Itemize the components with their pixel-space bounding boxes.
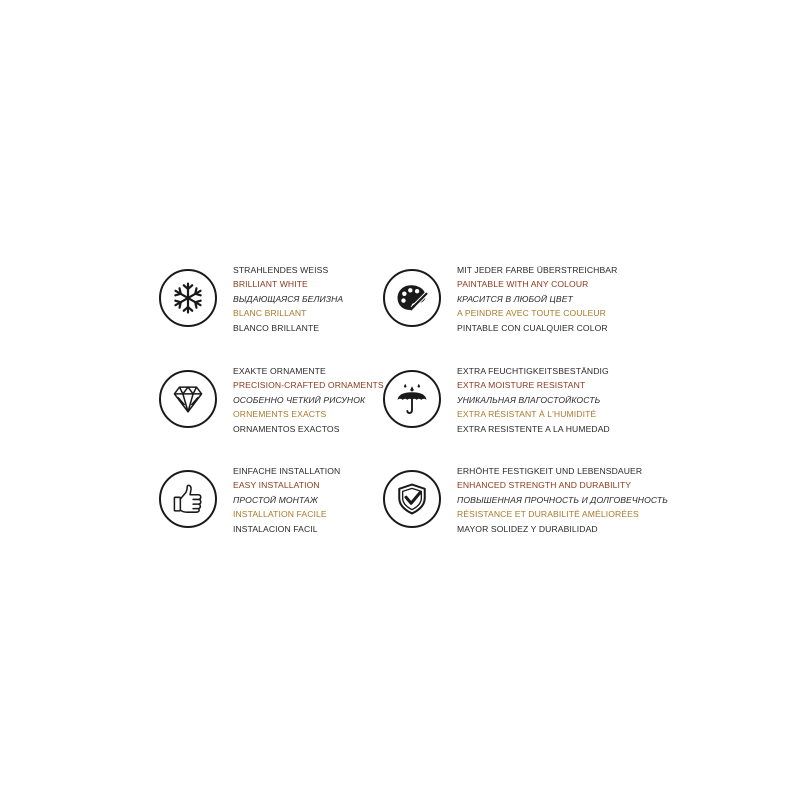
- label-german: MIT JEDER FARBE ÜBERSTREICHBAR: [457, 265, 618, 275]
- label-english: PRECISION-CRAFTED ORNAMENTS: [233, 380, 384, 391]
- label-german: ERHÖHTE FESTIGKEIT UND LEBENSDAUER: [457, 466, 643, 476]
- label-french: BLANC BRILLANT: [233, 308, 307, 319]
- feature-text-group: [457, 364, 697, 436]
- label-german: EXTRA FEUCHTIGKEITSBESTÄNDIG: [457, 366, 609, 376]
- label-spanish: PINTABLE CON CUALQUIER COLOR: [457, 322, 608, 333]
- paint-palette-icon: [383, 269, 441, 327]
- label-german: EXAKTE ORNAMENTE: [233, 366, 326, 376]
- feature-paintable: [383, 263, 683, 343]
- label-english: ENHANCED STRENGTH AND DURABILITY: [457, 480, 632, 491]
- label-french: EXTRA RÉSISTANT À L'HUMIDITÉ: [457, 409, 597, 420]
- label-russian: ВЫДАЮЩАЯСЯ БЕЛИЗНА: [233, 293, 344, 304]
- feature-text-group: [457, 464, 697, 536]
- label-spanish: MAYOR SOLIDEZ Y DURABILIDAD: [457, 523, 598, 534]
- label-english: EXTRA MOISTURE RESISTANT: [457, 380, 586, 391]
- feature-moisture-resistant: [383, 364, 683, 444]
- label-english: BRILLIANT WHITE: [233, 279, 308, 290]
- label-spanish: BLANCO BRILLANTE: [233, 322, 320, 333]
- label-russian: ПОВЫШЕННАЯ ПРОЧНОСТЬ И ДОЛГОВЕЧНОСТЬ: [457, 494, 668, 505]
- feature-text-group: [457, 263, 697, 335]
- label-french: ORNEMENTS EXACTS: [233, 409, 327, 420]
- diamond-icon: [159, 370, 217, 428]
- label-french: A PEINDRE AVEC TOUTE COULEUR: [457, 308, 606, 319]
- shield-check-icon: [383, 470, 441, 528]
- label-spanish: INSTALACION FACIL: [233, 523, 318, 534]
- label-german: EINFACHE INSTALLATION: [233, 466, 341, 476]
- label-spanish: EXTRA RESISTENTE A LA HUMEDAD: [457, 423, 610, 434]
- label-russian: КРАСИТСЯ В ЛЮБОЙ ЦВЕТ: [457, 293, 573, 304]
- label-german: STRAHLENDES WEISS: [233, 265, 329, 275]
- label-russian: УНИКАЛЬНАЯ ВЛАГОСТОЙКОСТЬ: [457, 394, 601, 405]
- label-russian: ОСОБЕННО ЧЕТКИЙ РИСУНОК: [233, 394, 366, 405]
- snowflake-icon: [159, 269, 217, 327]
- label-russian: ПРОСТОЙ МОНТАЖ: [233, 494, 318, 505]
- label-english: PAINTABLE WITH ANY COLOUR: [457, 279, 589, 290]
- label-french: INSTALLATION FACILE: [233, 509, 327, 520]
- label-english: EASY INSTALLATION: [233, 480, 320, 491]
- thumbs-up-icon: [159, 470, 217, 528]
- feature-strength-durability: [383, 464, 683, 544]
- label-french: RÉSISTANCE ET DURABILITÉ AMÉLIORÉES: [457, 509, 639, 520]
- umbrella-rain-icon: [383, 370, 441, 428]
- label-spanish: ORNAMENTOS EXACTOS: [233, 423, 340, 434]
